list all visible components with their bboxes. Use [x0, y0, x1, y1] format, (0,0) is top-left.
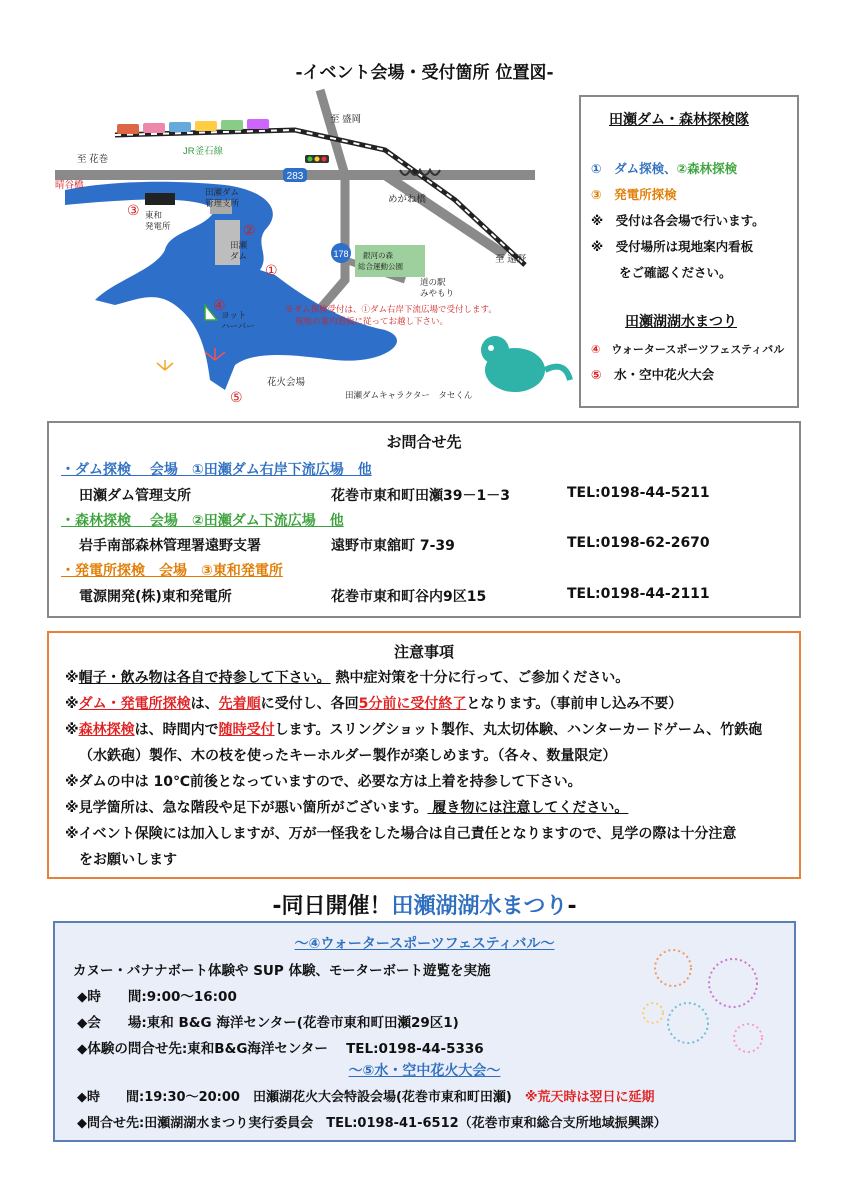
festival-name: 田瀬湖湖水まつり [391, 894, 568, 919]
marker-4: ④ [213, 298, 226, 314]
road-east [345, 175, 505, 255]
ginga-park [355, 245, 425, 277]
festival-box [53, 921, 796, 1142]
label-morioka: 至 盛岡 [330, 114, 362, 125]
notice-line-4: （水鉄砲）製作、木の枝を使ったキーホルダー製作が楽しめます。（各々、数量限定） [79, 748, 617, 764]
train-car [195, 121, 217, 131]
marker-3: ③ [127, 203, 140, 219]
label-fireworks-venue: 花火会場 [267, 377, 306, 388]
festival-title-2: ～⑤水・空中花火大会～ [348, 1063, 501, 1079]
contact-name: 田瀬ダム管理支所 [79, 488, 191, 504]
route-178-label: 178 [333, 249, 349, 259]
legend-title-2: 田瀬湖湖水まつり [625, 314, 737, 330]
legend-dam-tour: ① ダム探検、 [591, 161, 677, 176]
festival-time-2: ◆時 間:19:30～20:00 田瀬湖花火大会特設会場(花巻市東和町田瀬) ※荒天時は翌日に延期 [77, 1090, 655, 1105]
festival-title-1: ～④ウォータースポーツフェスティバル～ [294, 936, 555, 952]
contact-name: 電源開発(株)東和発電所 [79, 589, 232, 605]
svg-text:管理支所: 管理支所 [205, 198, 240, 208]
notice-line-8: をお願いします [79, 852, 177, 868]
svg-text:みやもり: みやもり [420, 288, 455, 298]
label-towa-plant: 東和 [145, 210, 163, 220]
notice-line-2: ※ダム・発電所探検は、先着順に受付し、各回5分前に受付終了となります。（事前申し込み不要） [65, 696, 683, 712]
contact-head-forest: ・森林探検 会場 ②田瀬ダム下流広場 他 [61, 513, 344, 529]
legend-forest-tour: ②森林探検 [676, 161, 738, 176]
location-map [55, 80, 575, 410]
label-tase-dam: 田瀬 [230, 240, 248, 250]
rain-notice: ※荒天時は翌日に延期 [524, 1090, 655, 1105]
legend-line-1 [591, 159, 737, 177]
towa-plant-building [145, 193, 175, 205]
legend-line-2: ③ 発電所探検 [591, 187, 677, 202]
legend-box [579, 95, 799, 408]
legend-line-5: をご確認ください。 [619, 265, 732, 280]
label-michi-no-eki: 道の駅 [420, 277, 446, 287]
label-hanamaki: 至 花巻 [77, 154, 109, 165]
notice-line-5: ※ダムの中は 10℃前後となっていますので、必要な方は上着を持参して下さい。 [65, 774, 582, 790]
notice-line-3: ※森林探検は、時間内で随時受付します。スリングショット製作、丸太切体験、ハンターカードゲーム、竹鉄砲 [65, 722, 763, 738]
festival-contact-2: ◆問合せ先:田瀬湖湖水まつり実行委員会 TEL:0198-41-6512（花巻市東和総合支所地域振興課） [77, 1116, 667, 1131]
notice-line-6: ※見学箇所は、急な階段や足下が悪い箇所がございます。 履き物には注意してください。 [65, 800, 629, 816]
contact-address: 遠野市東舘町 7-39 [331, 538, 455, 554]
label-yacht-harbor: ヨット [221, 310, 247, 320]
contact-box [47, 421, 801, 618]
train-car [169, 122, 191, 132]
map-title: -イベント会場・受付箇所 位置図- [295, 63, 554, 83]
legend-title-1: 田瀬ダム・森林探検隊 [609, 112, 749, 128]
train-car [221, 120, 243, 130]
svg-text:総合運動公園: 総合運動公園 [358, 262, 403, 271]
label-tono: 至 遠野 [495, 254, 527, 265]
contact-address: 花巻市東和町田瀬39－1－3 [331, 488, 510, 504]
legend-line-3: ※ 受付は各会場で行います。 [591, 213, 765, 228]
contact-name: 岩手南部森林管理署遠野支署 [79, 538, 261, 554]
fireworks-decoration-icon [633, 943, 783, 1063]
map-notice-line2: 現地の案内看板に従ってお越し下さい。 [295, 316, 449, 326]
festival-venue-1: ◆会 場:東和 B&G 海洋センター(花巻市東和町田瀬29区1) [77, 1015, 459, 1031]
label-hareyabashi: 晴谷橋 [55, 180, 84, 191]
notice-line-1: ※帽子・飲み物は各自で持参して下さい。 熱中症対策を十分に行って、ご参加ください。 [65, 670, 630, 686]
contact-address: 花巻市東和町谷内9区15 [331, 589, 487, 605]
contact-title: お問合せ先 [386, 433, 462, 451]
festival-contact-1: ◆体験の問合せ先:東和B&G海洋センター TEL:0198-44-5336 [77, 1041, 484, 1057]
notice-line-7: ※イベント保険には加入しますが、万が一怪我をした場合は自己責任となりますので、見学の際は十分注意 [65, 826, 737, 842]
svg-text:ハーバー: ハーバー [221, 321, 255, 331]
label-meganebashi: めがね橋 [388, 194, 427, 205]
label-jr-line: JR釜石線 [183, 146, 224, 157]
contact-tel: TEL:0198-62-2670 [567, 535, 710, 551]
marker-2: ② [243, 223, 256, 239]
legend-line-7: ⑤ 水・空中花火大会 [591, 367, 715, 382]
route-283-label: 283 [286, 171, 304, 182]
notice-title: 注意事項 [393, 643, 454, 661]
contact-head-dam: ・ダム探検 会場 ①田瀬ダム右岸下流広場 他 [61, 462, 372, 478]
tasekun-character-icon [481, 336, 570, 392]
label-dam-office: 田瀬ダム [205, 187, 240, 197]
label-ginga-park: 銀河の森 [363, 251, 393, 260]
contact-tel: TEL:0198-44-5211 [567, 485, 710, 501]
contact-tel: TEL:0198-44-2111 [567, 586, 710, 602]
festival-desc: カヌー・バナナボート体験や SUP 体験、モーターボート遊覧を実施 [73, 963, 491, 979]
marker-1: ① [265, 263, 278, 279]
notice-box [47, 631, 801, 879]
legend-line-4: ※ 受付場所は現地案内看板 [591, 239, 754, 254]
map-notice-line1: ※ダム探検受付は、①ダム右岸下流広場で受付します。 [285, 304, 497, 314]
marker-5: ⑤ [230, 390, 243, 406]
contact-head-plant: ・発電所探検 会場 ③東和発電所 [61, 563, 283, 579]
legend-line-6: ④ ウォータースポーツフェスティバル [591, 343, 785, 356]
svg-text:ダム: ダム [230, 251, 248, 261]
train-car [117, 124, 139, 134]
sameday-heading: -同日開催！田瀬湖湖水まつり- [272, 894, 577, 919]
festival-time-1: ◆時 間:9:00～16:00 [77, 989, 237, 1005]
svg-text:発電所: 発電所 [145, 221, 171, 231]
train-car [247, 119, 269, 129]
character-caption: 田瀬ダムキャラクター タセくん [345, 390, 473, 400]
train-car [143, 123, 165, 133]
